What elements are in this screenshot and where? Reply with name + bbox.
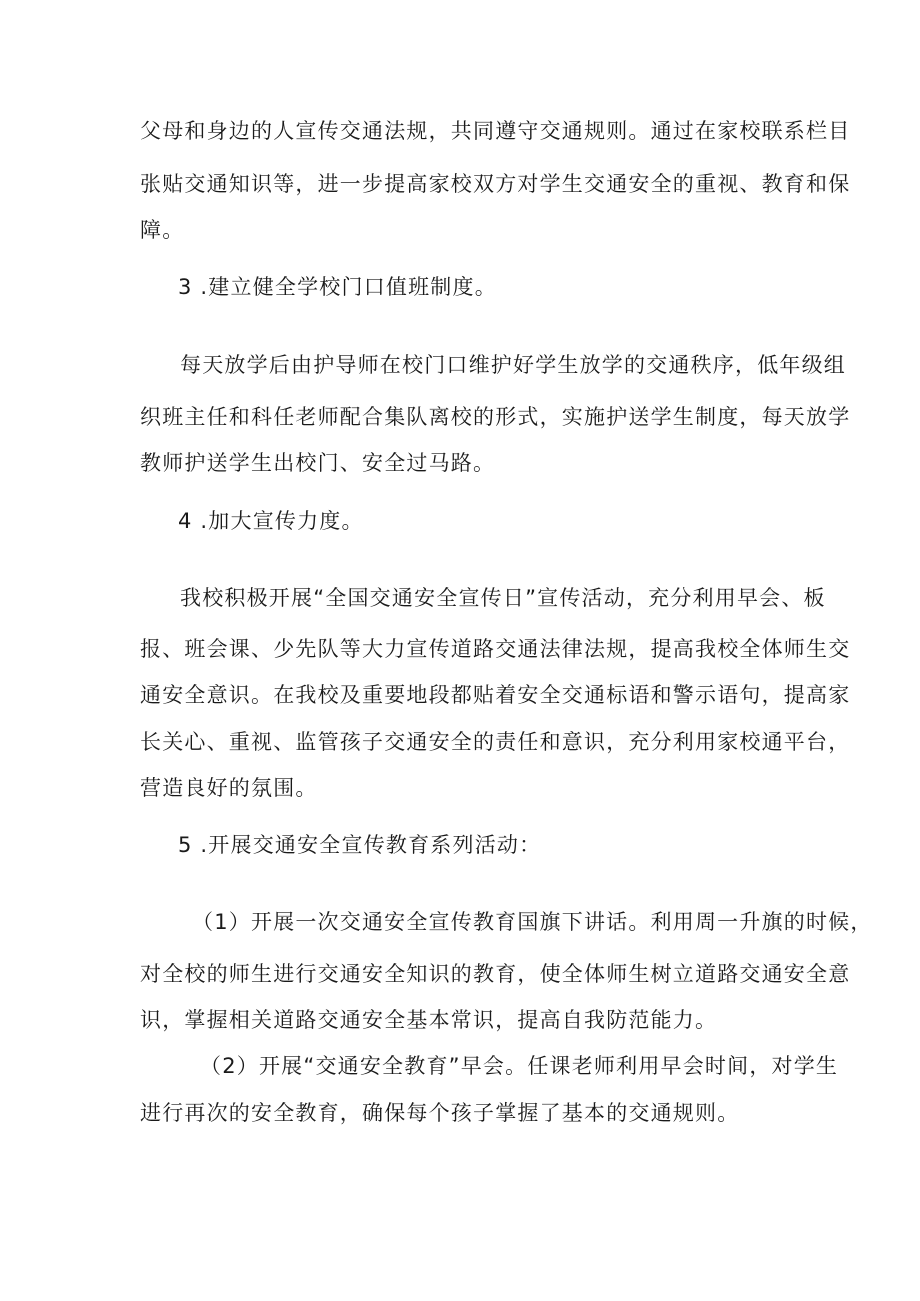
paragraph-line: 父母和身边的人宣传交通法规，共同遵守交通规则。通过在家校联系栏目: [140, 119, 851, 143]
paragraph-line: 障。: [140, 218, 185, 242]
paragraph-line: 长关心、重视、监管孩子交通安全的责任和意识，充分利用家校通平台，: [140, 730, 851, 754]
sub-item-line: （1）开展一次交通安全宣传教育国旗下讲话。利用周一升旗的时候，: [192, 910, 873, 934]
paragraph-line: 报、班会课、少先队等大力宣传道路交通法律法规，提高我校全体师生交: [140, 637, 851, 661]
paragraph-line: 通安全意识。在我校及重要地段都贴着安全交通标语和警示语句，提高家: [140, 683, 851, 707]
section-heading-4: 4 .加大宣传力度。: [178, 509, 364, 533]
paragraph-line: 对全校的师生进行交通安全知识的教育，使全体师生树立道路交通安全意: [140, 962, 851, 986]
paragraph-line: 织班主任和科任老师配合集队离校的形式，实施护送学生制度，每天放学: [140, 405, 851, 429]
paragraph-line: 进行再次的安全教育，确保每个孩子掌握了基本的交通规则。: [140, 1101, 740, 1125]
section-heading-5: 5 .开展交通安全宣传教育系列活动：: [178, 833, 542, 857]
section-heading-3: 3 .建立健全学校门口值班制度。: [178, 275, 497, 299]
paragraph-line: 营造良好的氛围。: [140, 776, 318, 800]
paragraph-line: 教师护送学生出校门、安全过马路。: [140, 451, 496, 475]
paragraph-line: 每天放学后由护导师在校门口维护好学生放学的交通秩序，低年级组: [180, 353, 846, 377]
sub-item-line: （2）开展“交通安全教育”早会。任课老师利用早会时间，对学生: [200, 1054, 839, 1078]
paragraph-line: 张贴交通知识等，进一步提高家校双方对学生交通安全的重视、教育和保: [140, 172, 851, 196]
paragraph-line: 识，掌握相关道路交通安全基本常识，提高自我防范能力。: [140, 1008, 718, 1032]
paragraph-line: 我校积极开展“全国交通安全宣传日”宣传活动，充分利用早会、板: [180, 586, 826, 610]
